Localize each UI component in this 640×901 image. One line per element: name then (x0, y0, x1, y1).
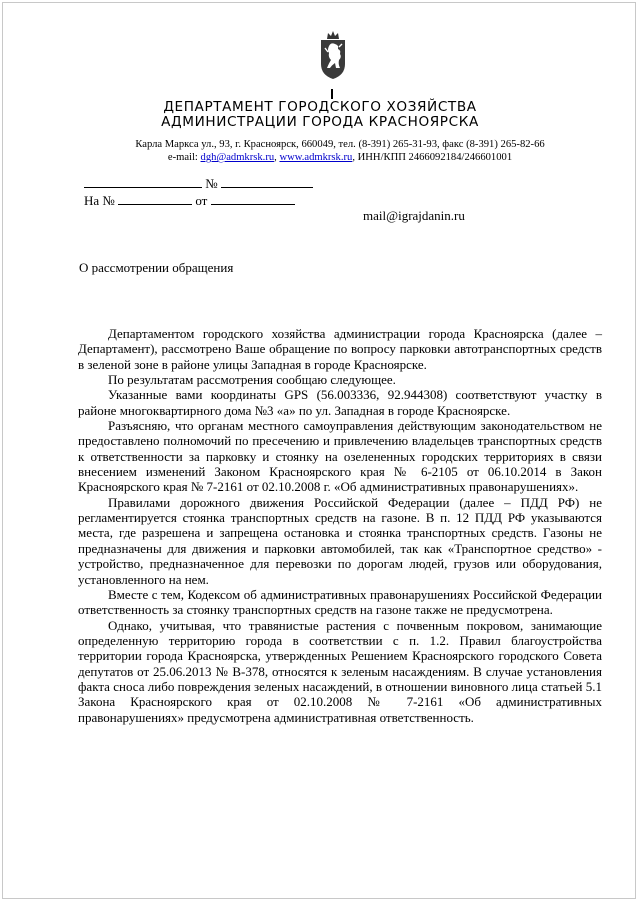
website-link[interactable]: www.admkrsk.ru (279, 152, 353, 163)
registration-block (84, 175, 313, 209)
address-line: Карла Маркса ул., 93, г. Красноярск, 660049, тел. (8-391) 265-31-93, факс (8-391) 265-82-66 (135, 139, 545, 150)
body-paragraph: Правилами дорожного движения Российской Федерации (далее – ПДД РФ) не регламентируется стоянка транспортных средств на газоне. В п. 12 ПДД РФ указываются места, где разрешена и запрещена остановка и стоянка транспортных средств. Газоны не предназначены для движения и парковки автомобилей, так как «Транспортное средство» - устройство, предназначенное для перевозки по дорогам людей, грузов или оборудования, установленного на нем. (78, 494, 602, 587)
body-paragraph: Указанные вами координаты GPS (56.003336, 92.944308) соответствуют участку в районе многоквартирного дома №3 «а» по ул. Западная в городе Красноярске. (78, 387, 602, 418)
body-paragraph: Однако, учитывая, что травянистые растения с почвенным покровом, занимающие определенную территорию города в соответствии с п. 1.2. Правил благоустройства территории города Красноярска, утвержденных Решением Красноярского городского Совета депутатов от 25.06.2013 № В-378, относятся к зеленым насаждениям. В случае установления факта сноса либо повреждения зеленых насаждений, в отношении виновного лица статьей 5.1 Закона Красноярского края от 02.10.2008 № 7-2161 «Об административных правонарушениях» предусмотрена административная ответственность. (78, 617, 602, 725)
incoming-reference-row (84, 192, 313, 209)
ref-date-blank (211, 193, 295, 205)
body-paragraph: Вместе с тем, Кодексом об административных правонарушениях Российской Федерации ответственность за стоянку транспортных средств на газоне также не предусмотрена. (78, 586, 602, 618)
ot-label: от (195, 193, 208, 208)
letter-subject: О рассмотрении обращения (79, 260, 234, 275)
inn-kpp: , ИНН/КПП 2466092184/246601001 (352, 152, 513, 163)
body-paragraph: Департаментом городского хозяйства администрации города Красноярска (далее – Департамент), рассмотрено Ваше обращение по вопросу парковки автотранспортных средств в зеленой зоне в районе улицы Западная в городе Красноярске. (78, 326, 602, 372)
number-sign: № (205, 176, 218, 191)
department-title-line1: ДЕПАРТАМЕНТ ГОРОДСКОГО ХОЗЯЙСТВА (163, 99, 477, 115)
department-title-line2: АДМИНИСТРАЦИИ ГОРОДА КРАСНОЯРСКА (161, 114, 479, 130)
department-title (0, 100, 640, 130)
krasnoyarsk-coat-of-arms-icon (318, 30, 348, 80)
ref-number-blank (118, 193, 192, 205)
na-label: На (84, 193, 100, 208)
email-link[interactable]: dgh@admkrsk.ru (200, 152, 275, 163)
email-label: e-mail: (167, 152, 198, 163)
emblem-divider (331, 89, 333, 99)
letter-body (78, 326, 602, 725)
date-blank (84, 176, 202, 188)
number-sign-2: № (102, 193, 115, 208)
recipient-email: mail@igrajdanin.ru (363, 208, 465, 223)
body-paragraph: По результатам рассмотрения сообщаю следующее. (108, 372, 396, 388)
email-line: e-mail: dgh@admkrsk.ru, www.admkrsk.ru, ИНН/КПП 2466092184/246601001 (167, 152, 513, 163)
number-blank (221, 176, 313, 188)
contacts-block (100, 138, 580, 164)
body-paragraph: Разъясняю, что органам местного самоуправления действующим законодательством не предоставлено полномочий по пресечению и привлечению владельцев транспортных средств к ответственности за парковку и стоянку на озелененных городских территориях в связи внесением изменений Законом Красноярского края № 6-2105 от 06.10.2014 в Закон Красноярского края № 7-2161 от 02.10.2008 г. «Об административных правонарушениях». (78, 418, 602, 495)
outgoing-number-row (84, 175, 313, 192)
